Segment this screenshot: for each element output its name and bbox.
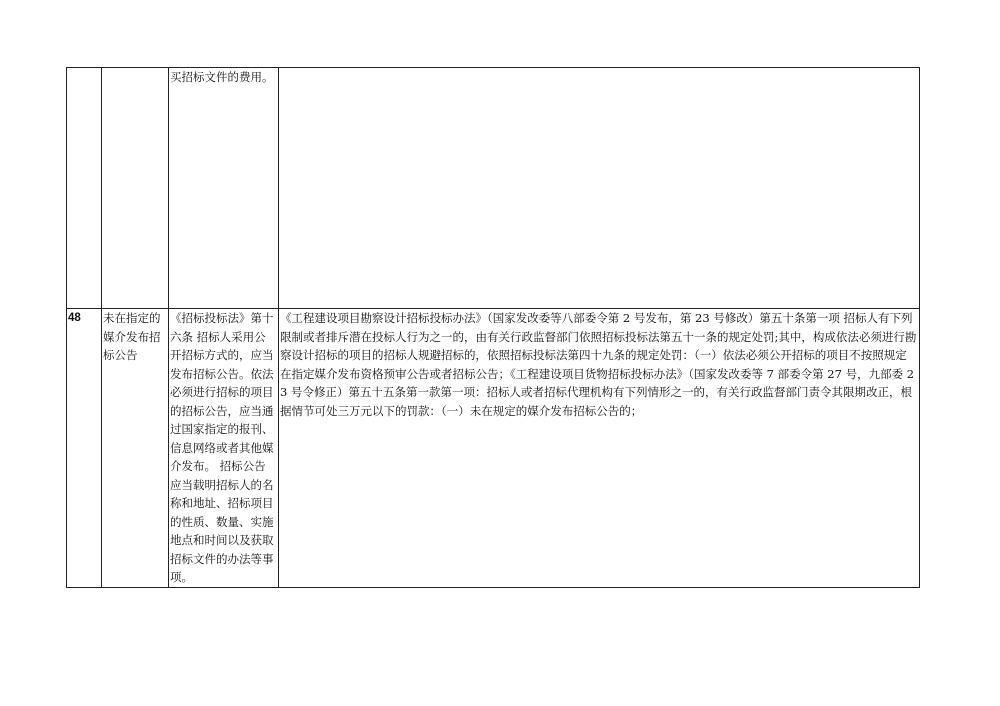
regulation-table: [66, 67, 920, 588]
violation-name-cell: 未在指定的媒介发布招标公告: [102, 309, 169, 588]
table-row-48: [67, 309, 920, 588]
row-number-cell: [67, 68, 102, 309]
penalty-basis-cell: [279, 68, 920, 309]
violation-name-cell: [102, 68, 169, 309]
legal-basis-cell: 买招标文件的费用。: [169, 68, 279, 309]
table-row-continued: [67, 68, 920, 309]
penalty-basis-cell: 《工程建设项目勘察设计招标投标办法》（国家发改委等八部委令第 2 号发布，第 23 号修改）第五十条第一项 招标人有下列限制或者排斥潜在投标人行为之一的，由有关行政监督部门依照招标投标法第五十一条的规定处罚;其中，构成依法必须进行勘察设计招标的项目的招标人规避招标的，依照招标投标法第四十九条的规定处罚：（一）依法必须公开招标的项目不按照规定在指定媒介发布资格预审公告或者招标公告；《工程建设项目货物招标投标办法》（国家发改委等 7 部委令第 27 号，九部委 23 号令修正）第五十五条第一款第一项：招标人或者招标代理机构有下列情形之一的，有关行政监督部门责令其限期改正，根据情节可处三万元以下的罚款：（一）未在规定的媒介发布招标公告的；: [279, 309, 920, 588]
legal-basis-cell: 《招标投标法》第十六条 招标人采用公开招标方式的，应当发布招标公告。依法必须进行招标的项目的招标公告，应当通过国家指定的报刊、信息网络或者其他媒介发布。 招标公告应当载明招标人的名称和地址、招标项目的性质、数量、实施地点和时间以及获取招标文件的办法等事项。: [169, 309, 279, 588]
row-number-cell: 48: [67, 309, 102, 588]
